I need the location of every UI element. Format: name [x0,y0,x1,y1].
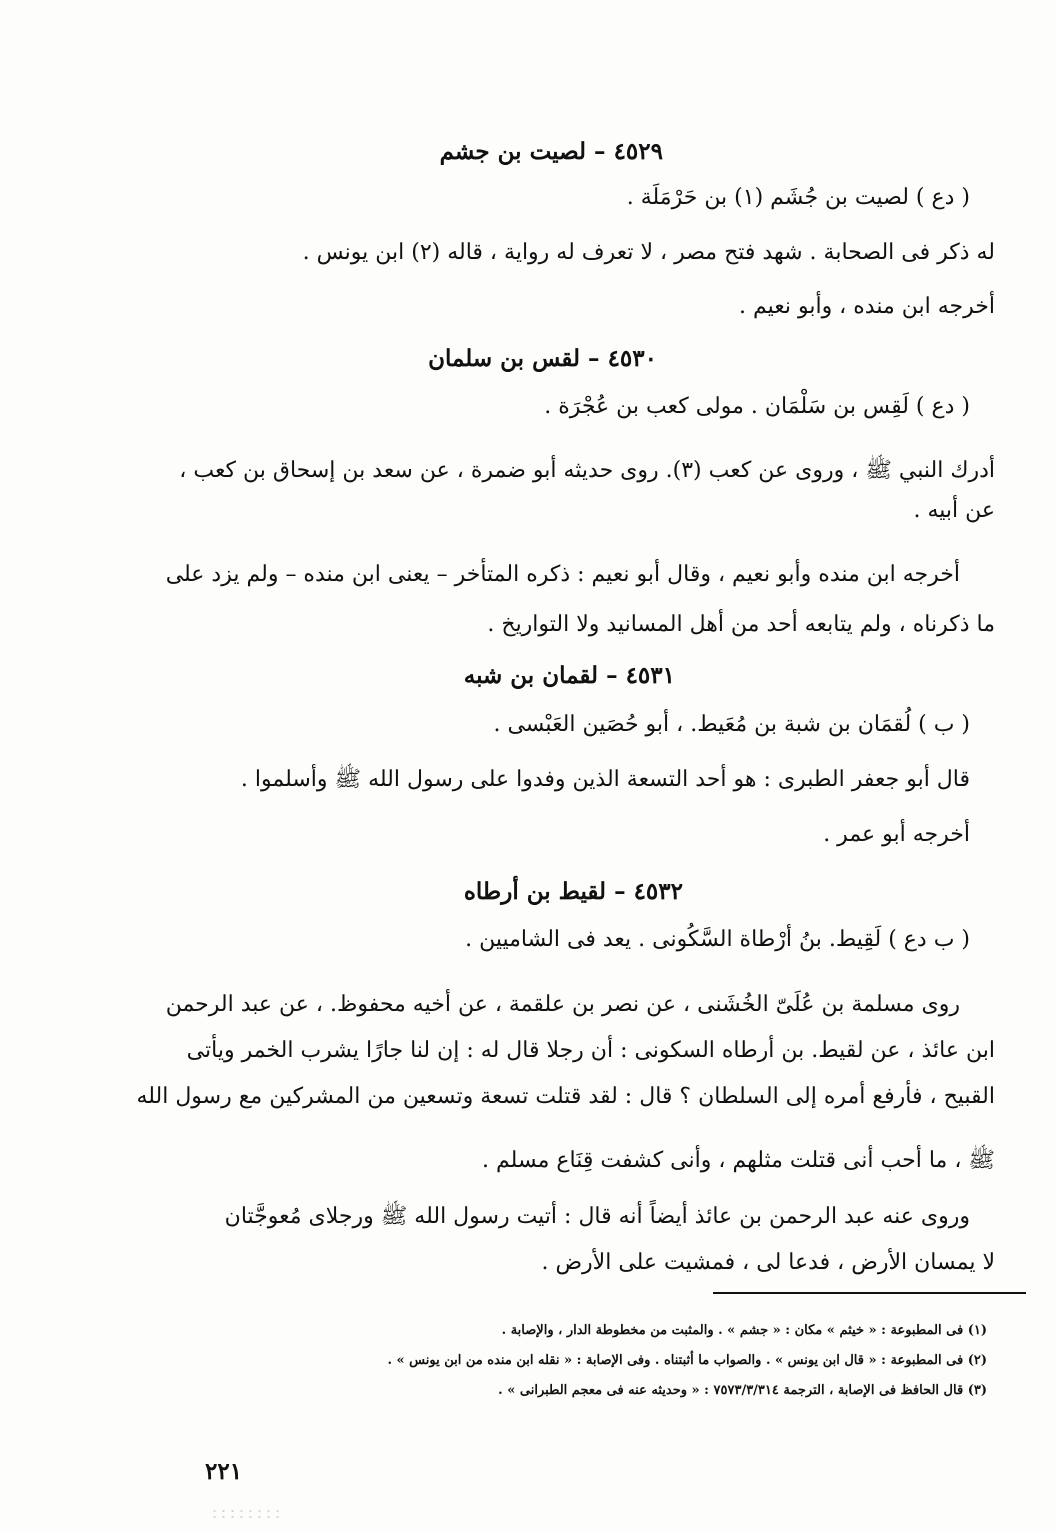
entry-line: أخرجه ابن منده وأبو نعيم ، وقال أبو نعيم : ذكره المتأخر – يعنى ابن منده – ولم يزد على [165,562,960,587]
footnote-separator [713,1292,1026,1294]
footnote: (١) فى المطبوعة : « خيثم » مكان : « جشم » . والمثبت من مخطوطة الدار ، والإصابة . [501,1323,987,1338]
entry-line: أدرك النبي ﷺ ، وروى عن كعب (٣). روى حديثه أبو ضمرة ، عن سعد بن إسحاق بن كعب ، [179,458,995,483]
entry-line: ﷺ ، ما أحب أنى قتلت مثلهم ، وأنى كشفت قِنَاع مسلم . [482,1148,995,1173]
entry-line: قال أبو جعفر الطبرى : هو أحد التسعة الذين وفدوا على رسول الله ﷺ وأسلموا . [240,767,970,792]
scan-specks [210,1508,280,1518]
entry-line: ( ب ) لُقمَان بن شبة بن مُعَيط. ، أبو حُصَين العَبْسى . [493,712,970,737]
entry-line: ( دع ) لصيت بن جُشَم (١) بن حَرْمَلَة . [626,185,970,210]
entry-heading: ٤٥٣١ – لقمان بن شبه [463,662,675,689]
footnote: (٣) قال الحافظ فى الإصابة ، الترجمة ٧٥٧٣/٣/٣١٤ : « وحديثه عنه فى معجم الطبرانى » . [498,1383,987,1398]
entry-line: أخرجه ابن منده ، وأبو نعيم . [738,294,995,319]
entry-line: القبيح ، فأرفع أمره إلى السلطان ؟ قال : لقد قتلت تسعة وتسعين من المشركين مع رسول الله [136,1084,995,1109]
page-number: ٢٢١ [205,1458,243,1485]
entry-line: له ذكر فى الصحابة . شهد فتح مصر ، لا تعرف له رواية ، قاله (٢) ابن يونس . [302,240,995,265]
entry-line: ما ذكرناه ، ولم يتابعه أحد من أهل المسانيد ولا التواريخ . [487,612,995,637]
entry-line: ( ب دع ) لَقِيط. بنُ أرْطاة السَّكُونى . يعد فى الشاميين . [465,927,970,952]
entry-line: عن أبيه . [913,498,995,523]
entry-line: أخرجه أبو عمر . [823,822,970,847]
entry-line: روى مسلمة بن عُلَىّ الخُشَنى ، عن نصر بن علقمة ، عن أخيه محفوظ. ، عن عبد الرحمن [165,992,960,1017]
footnote: (٢) فى المطبوعة : « قال ابن يونس » . والصواب ما أثبتناه . وفى الإصابة : « نقله ابن منده من ابن يونس » . [387,1353,987,1368]
entry-line: ( دع ) لَقِس بن سَلْمَان . مولى كعب بن عُجْرَة . [544,394,970,419]
entry-line: ابن عائذ ، عن لقيط. بن أرطاه السكونى : أن رجلا قال له : إن لنا جارًا يشرب الخمر ويأتى [186,1038,995,1063]
entry-heading: ٤٥٢٩ – لصيت بن جشم [439,138,663,165]
entry-line: لا يمسان الأرض ، فدعا لى ، فمشيت على الأرض . [541,1250,995,1275]
entry-heading: ٤٥٣٠ – لقس بن سلمان [428,345,657,372]
entry-line: وروى عنه عبد الرحمن بن عائذ أيضاً أنه قال : أتيت رسول الله ﷺ ورجلاى مُعوجَّتان [224,1204,970,1229]
entry-heading: ٤٥٣٢ – لقيط بن أرطاه [463,878,683,905]
